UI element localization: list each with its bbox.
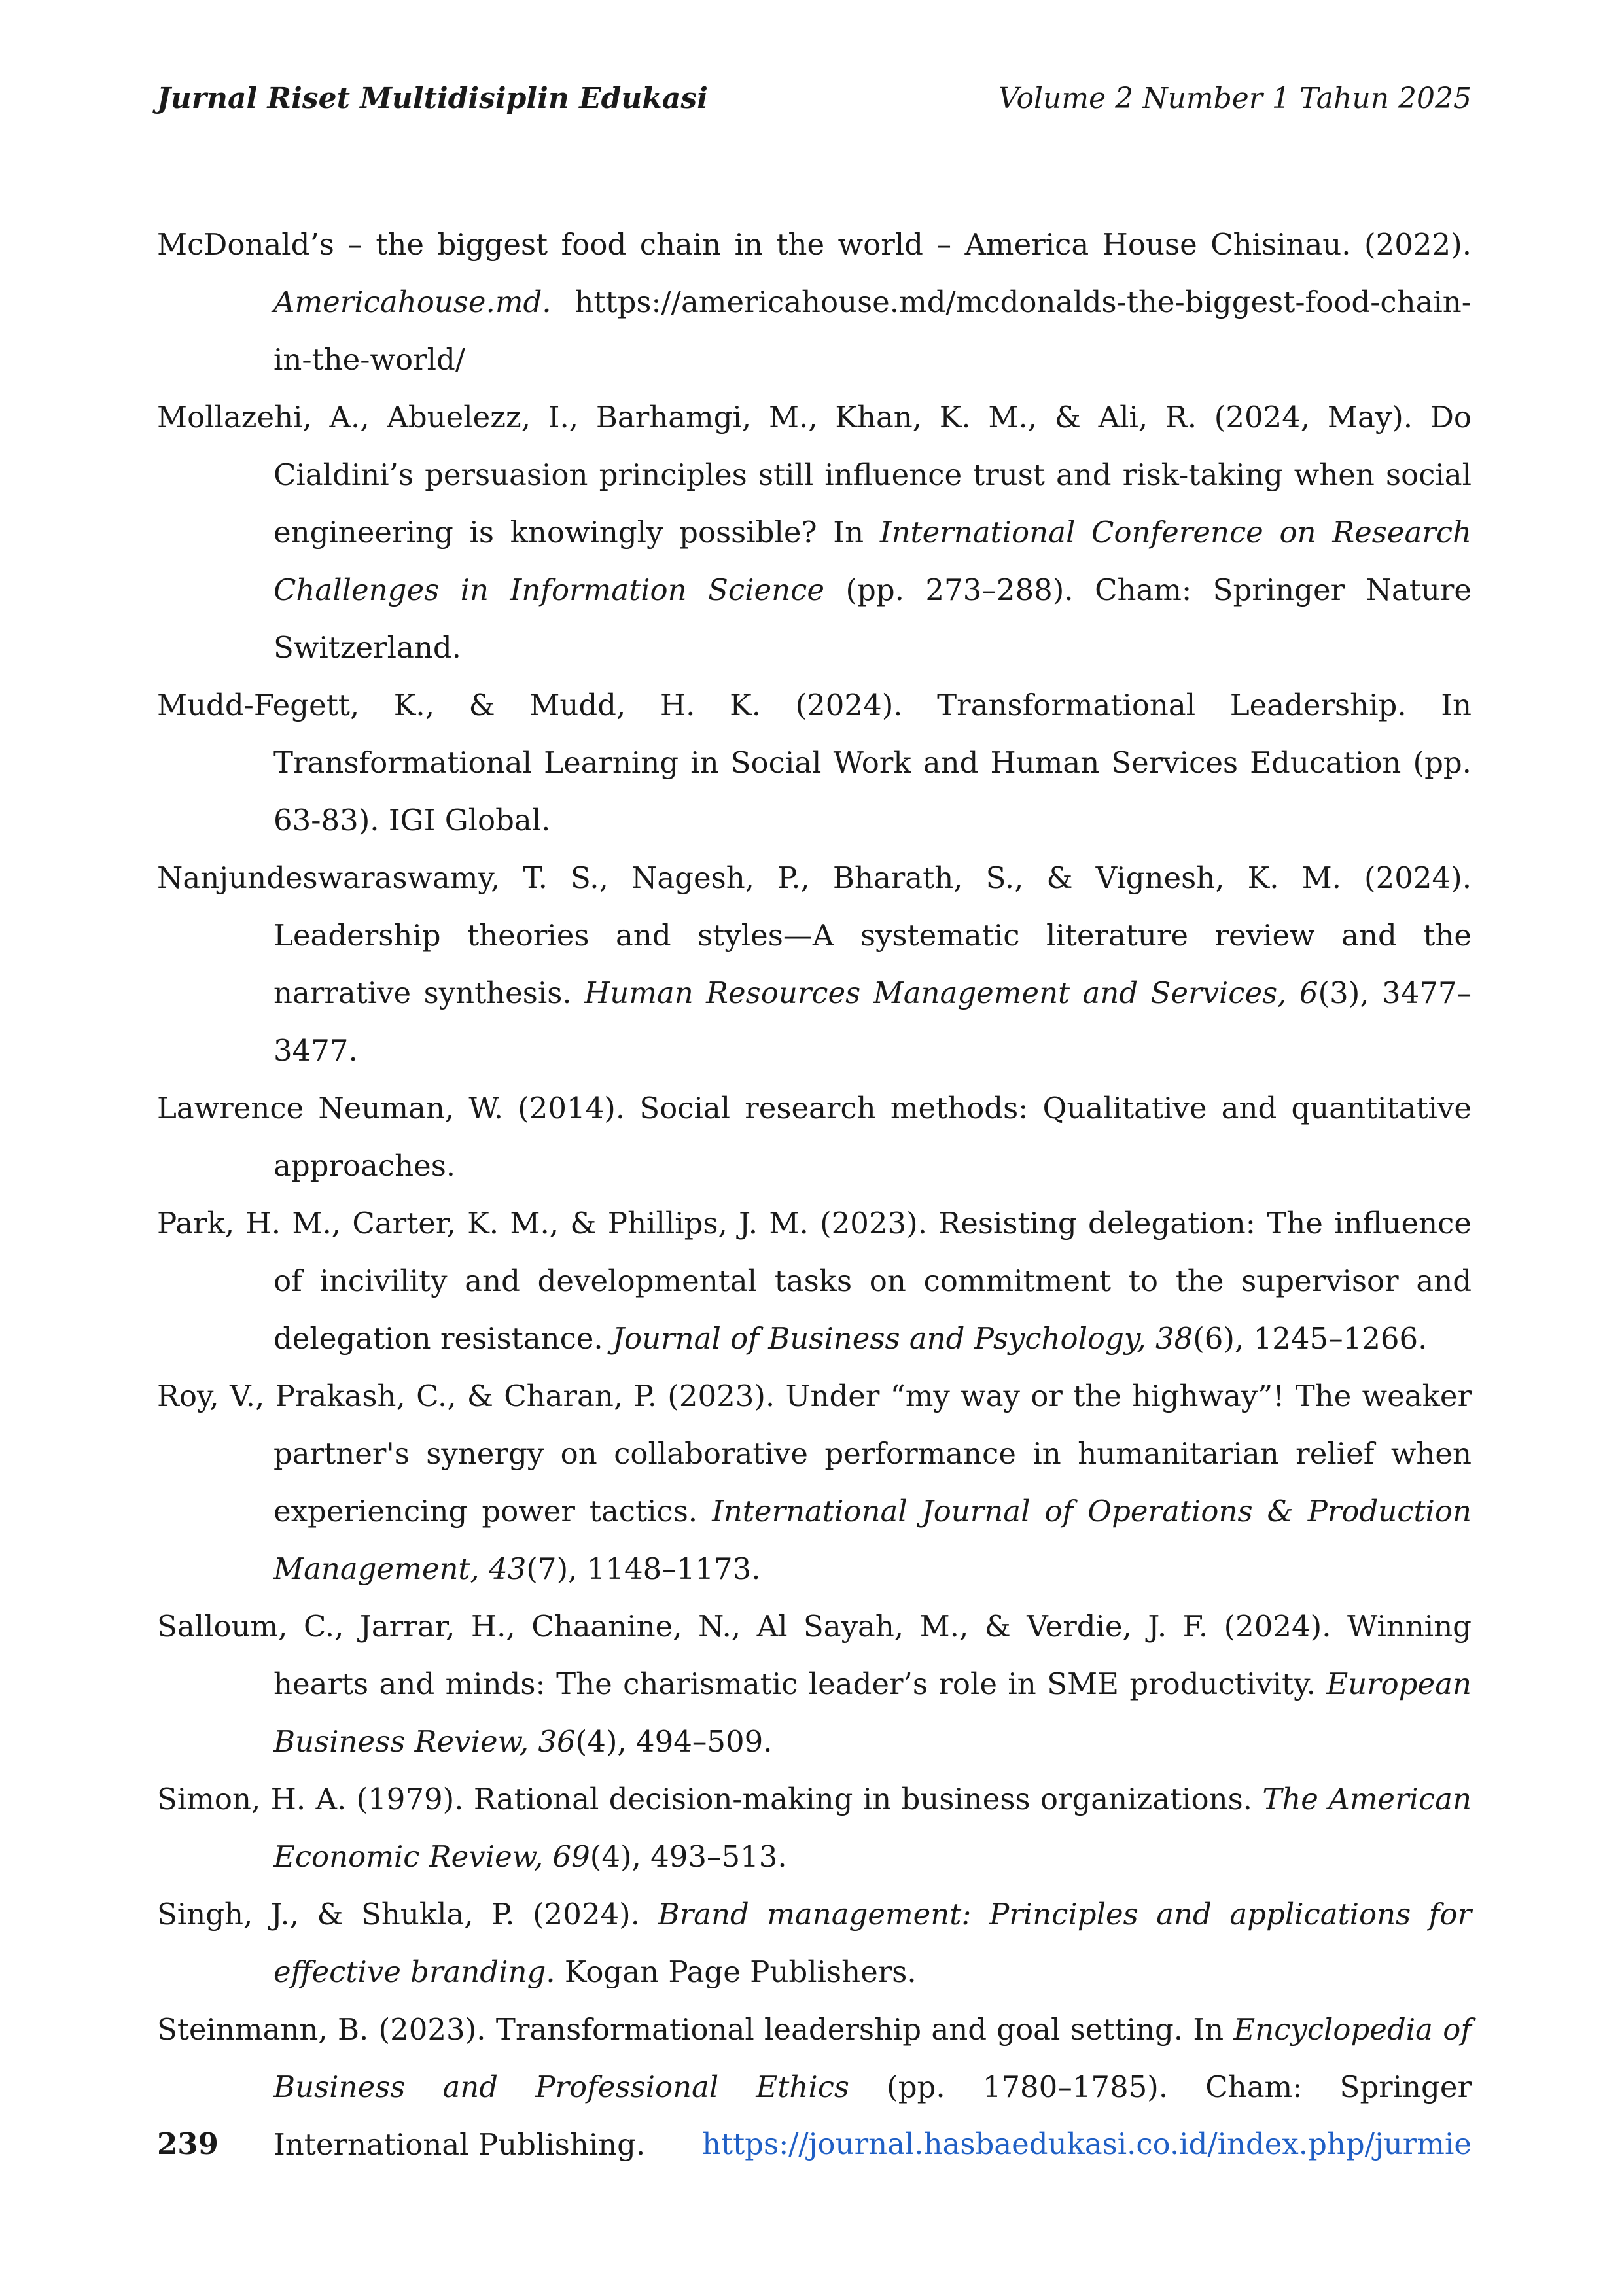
- reference-item: Lawrence Neuman, W. (2014). Social research methods: Qualitative and quantitative approaches.: [157, 1091, 1472, 1183]
- page-header: [157, 82, 1472, 115]
- reference-item: Mollazehi, A., Abuelezz, I., Barhamgi, M., Khan, K. M., & Ali, R. (2024, May). Do Cialdini’s persuasion principles still influence trust and risk-taking when social engineering is knowingly possible? In International Conference on Research Challenges in Information Science (pp. 273–288). Cham: Springer Nature Switzerland.: [157, 400, 1472, 665]
- reference-item: McDonald’s – the biggest food chain in the world – America House Chisinau. (2022). Americahouse.md. https://americahouse.md/mcdonalds-the-biggest-food-chain-in-the-world/: [157, 227, 1472, 377]
- reference-item: Roy, V., Prakash, C., & Charan, P. (2023). Under “my way or the highway”! The weaker partner's synergy on collaborative performance in humanitarian relief when experiencing power tactics. International Journal of Operations & Production Management, 43(7), 1148–1173.: [157, 1379, 1472, 1586]
- reference-item: Steinmann, B. (2023). Transformational leadership and goal setting. In Encyclopedia of Business and Professional Ethics (pp. 1780–1785). Cham: Springer International Publishing.: [157, 2012, 1472, 2162]
- reference-item: Simon, H. A. (1979). Rational decision-making in business organizations. The American Economic Review, 69(4), 493–513.: [157, 1782, 1472, 1874]
- reference-item: Nanjundeswaraswamy, T. S., Nagesh, P., Bharath, S., & Vignesh, K. M. (2024). Leadership theories and styles—A systematic literature review and the narrative synthesis. Human Resources Management and Services, 6(3), 3477–3477.: [157, 860, 1472, 1068]
- volume-info: Volume 2 Number 1 Tahun 2025: [998, 82, 1472, 115]
- reference-item: Mudd-Fegett, K., & Mudd, H. K. (2024). Transformational Leadership. In Transformational Learning in Social Work and Human Services Education (pp. 63-83). IGI Global.: [157, 688, 1472, 838]
- reference-item: Park, H. M., Carter, K. M., & Phillips, J. M. (2023). Resisting delegation: The influence of incivility and developmental tasks on commitment to the supervisor and delegation resistance. Journal of Business and Psychology, 38(6), 1245–1266.: [157, 1206, 1472, 1356]
- reference-item: Singh, J., & Shukla, P. (2024). Brand management: Principles and applications for effective branding. Kogan Page Publishers.: [157, 1897, 1472, 1989]
- page-footer: [157, 2127, 1472, 2161]
- reference-list: [157, 216, 1472, 2174]
- journal-url-link[interactable]: https://journal.hasbaedukasi.co.id/index.php/jurmie: [702, 2127, 1472, 2161]
- page-number: 239: [157, 2127, 219, 2161]
- journal-title: Jurnal Riset Multidisiplin Edukasi: [157, 82, 708, 115]
- reference-item: Salloum, C., Jarrar, H., Chaanine, N., Al Sayah, M., & Verdie, J. F. (2024). Winning hearts and minds: The charismatic leader’s role in SME productivity. European Business Review, 36(4), 494–509.: [157, 1609, 1472, 1759]
